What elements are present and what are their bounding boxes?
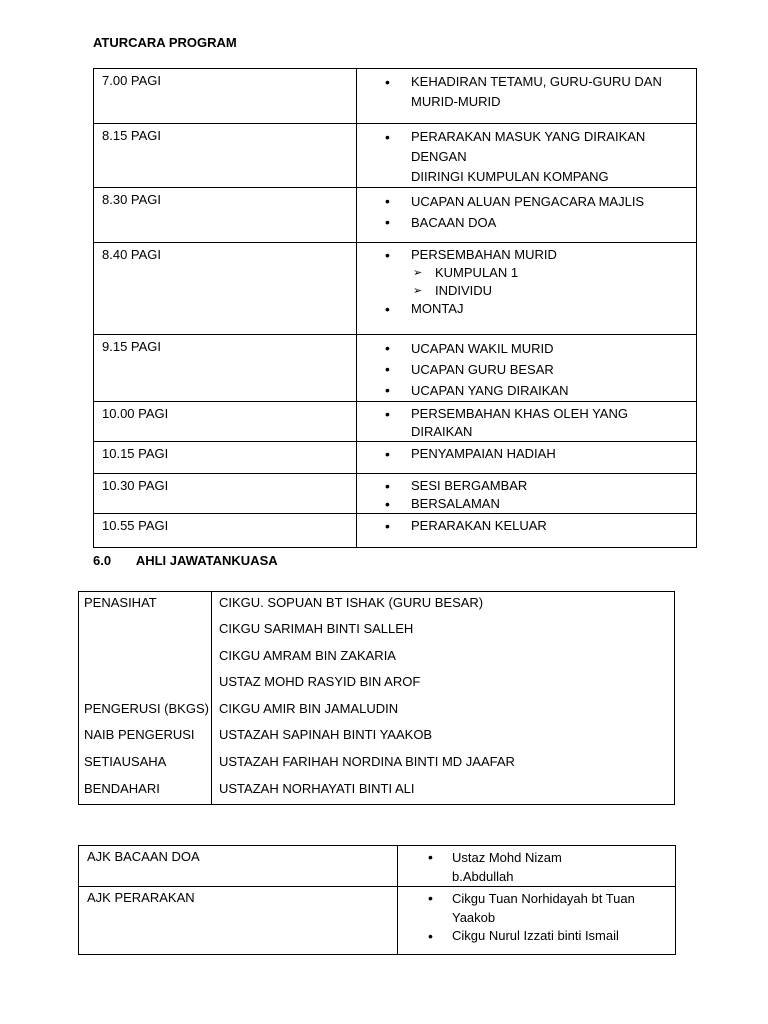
ajk-table: [78, 845, 676, 955]
activity-line: MURID-MURID: [411, 94, 501, 109]
ajk-name-line: Ustaz Mohd Nizam: [452, 850, 562, 865]
schedule-activities: [357, 243, 697, 335]
activity-item: • BERSALAMAN: [357, 495, 690, 513]
ajk-role: AJK BACAAN DOA: [79, 846, 398, 887]
activity-item: • UCAPAN ALUAN PENGACARA MAJLIS: [357, 191, 690, 212]
committee-name: CIKGU AMRAM BIN ZAKARIA: [219, 648, 396, 663]
ajk-name-item: [398, 848, 669, 886]
ajk-name-line: Cikgu Nurul Izzati binti Ismail: [452, 928, 619, 943]
activity-item: [357, 127, 690, 187]
schedule-time: 10.15 PAGI: [94, 442, 357, 474]
ajk-row: [79, 887, 676, 955]
schedule-activities: [357, 124, 697, 188]
committee-name: CIKGU AMIR BIN JAMALUDIN: [219, 701, 399, 716]
committee-role: BENDAHARI: [84, 781, 160, 796]
ajk-name-line: Cikgu Tuan Norhidayah bt Tuan: [452, 891, 635, 906]
ajk-name-line: b.Abdullah: [452, 869, 514, 884]
schedule-time: 7.00 PAGI: [94, 69, 357, 124]
schedule-row: [94, 69, 697, 124]
schedule-activities: [357, 402, 697, 442]
schedule-activities: [357, 442, 697, 474]
schedule-activities: [357, 188, 697, 243]
schedule-time: 10.55 PAGI: [94, 514, 357, 548]
committee-heading: [93, 553, 278, 568]
schedule-row: [94, 402, 697, 442]
committee-role: PENGERUSI (BKGS): [84, 701, 209, 716]
activity-item: • BACAAN DOA: [357, 212, 690, 233]
ajk-row: [79, 846, 676, 887]
committee-name: CIKGU. SOPUAN BT ISHAK (GURU BESAR): [219, 595, 484, 610]
ajk-name-item: [398, 927, 669, 945]
activity-subitem: ➢ INDIVIDU: [357, 282, 690, 300]
schedule-row: [94, 188, 697, 243]
schedule-row: [94, 335, 697, 402]
schedule-activities: [357, 514, 697, 548]
schedule-activities: [357, 335, 697, 402]
program-title: ATURCARA PROGRAM: [93, 35, 237, 50]
activity-item: • PERARAKAN KELUAR: [357, 517, 690, 535]
schedule-time: 9.15 PAGI: [94, 335, 357, 402]
ajk-role: AJK PERARAKAN: [79, 887, 398, 955]
activity-item: • UCAPAN GURU BESAR: [357, 359, 690, 380]
schedule-time: 10.00 PAGI: [94, 402, 357, 442]
activity-item: • PENYAMPAIAN HADIAH: [357, 445, 690, 463]
committee-heading-number: 6.0: [93, 553, 112, 568]
activity-item: • SESI BERGAMBAR: [357, 477, 690, 495]
committee-name: USTAZAH SAPINAH BINTI YAAKOB: [219, 727, 433, 742]
schedule-time: 8.30 PAGI: [94, 188, 357, 243]
schedule-row: [94, 474, 697, 514]
schedule-time: 10.30 PAGI: [94, 474, 357, 514]
schedule-row: [94, 124, 697, 188]
ajk-name-line: Yaakob: [452, 910, 496, 925]
ajk-names: [398, 846, 676, 887]
activity-line: KEHADIRAN TETAMU, GURU-GURU DAN: [411, 74, 662, 89]
activity-item: • PERSEMBAHAN MURID: [357, 246, 690, 264]
committee-name: USTAZAH NORHAYATI BINTI ALI: [219, 781, 415, 796]
ajk-name-item: [398, 889, 669, 927]
activity-line: PERARAKAN MASUK YANG DIRAIKAN DENGAN: [411, 129, 646, 164]
schedule-time: 8.40 PAGI: [94, 243, 357, 335]
schedule-activities: [357, 474, 697, 514]
activity-item: [357, 72, 690, 112]
committee-heading-title: AHLI JAWATANKUASA: [135, 553, 278, 568]
committee-name: USTAZ MOHD RASYID BIN AROF: [219, 674, 421, 689]
schedule-row: [94, 442, 697, 474]
committee-role: SETIAUSAHA: [84, 754, 167, 769]
ajk-names: [398, 887, 676, 955]
schedule-time: 8.15 PAGI: [94, 124, 357, 188]
schedule-table: [93, 68, 697, 548]
committee-role: PENASIHAT: [84, 595, 157, 610]
activity-item: • PERSEMBAHAN KHAS OLEH YANG DIRAIKAN: [357, 405, 690, 441]
schedule-row: [94, 243, 697, 335]
activity-item: • UCAPAN WAKIL MURID: [357, 338, 690, 359]
activity-line: DIIRINGI KUMPULAN KOMPANG: [411, 169, 609, 184]
activity-item: • UCAPAN YANG DIRAIKAN: [357, 380, 690, 401]
committee-role: NAIB PENGERUSI: [84, 727, 195, 742]
activity-item: • MONTAJ: [357, 300, 690, 318]
committee-name: USTAZAH FARIHAH NORDINA BINTI MD JAAFAR: [219, 754, 515, 769]
schedule-row: [94, 514, 697, 548]
committee-name: CIKGU SARIMAH BINTI SALLEH: [219, 621, 414, 636]
committee-table-divider: [211, 591, 212, 805]
schedule-activities: [357, 69, 697, 124]
activity-subitem: ➢ KUMPULAN 1: [357, 264, 690, 282]
